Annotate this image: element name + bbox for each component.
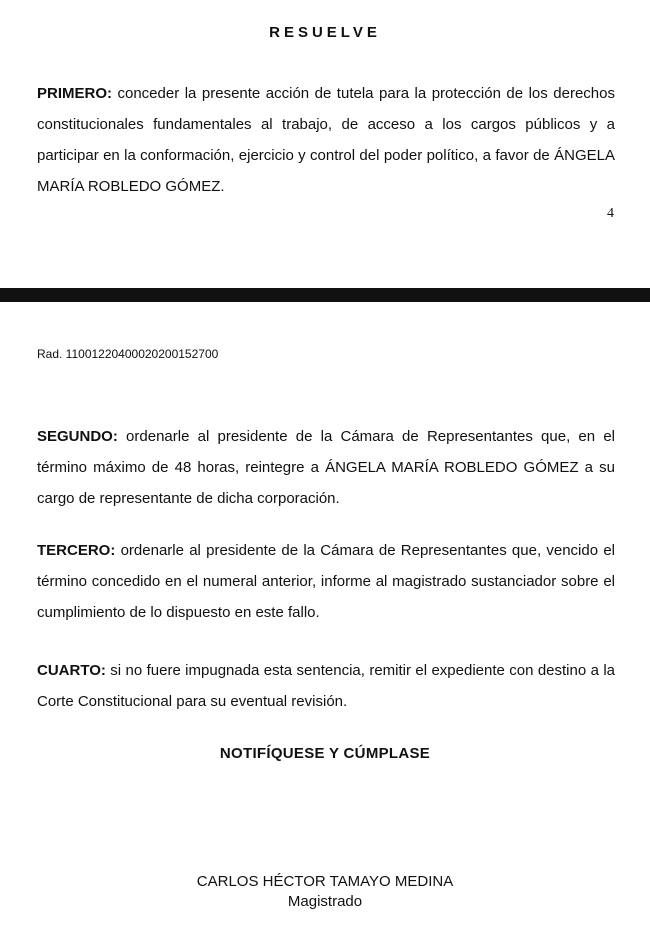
closing-formula: NOTIFÍQUESE Y CÚMPLASE: [219, 745, 431, 762]
resolution-heading: RESUELVE: [269, 24, 381, 41]
primero-paragraph: [37, 78, 615, 202]
tercero-label: TERCERO:: [37, 542, 116, 559]
page-number: 4: [607, 206, 614, 221]
segundo-label: SEGUNDO:: [37, 428, 118, 445]
cuarto-label: CUARTO:: [37, 662, 106, 679]
page-divider: [0, 288, 650, 302]
tercero-text: ordenarle al presidente de la Cámara de Representantes que, vencido el término concedido en el numeral anterior, informe al magistrado sustanciador sobre el cumplimiento de lo dispuesto en este fallo.: [37, 542, 615, 621]
segundo-text: ordenarle al presidente de la Cámara de Representantes que, en el término máximo de 48 horas, reintegre a ÁNGELA MARÍA ROBLEDO GÓMEZ a su cargo de representante de dicha corporación.: [37, 428, 615, 507]
tercero-paragraph: [37, 535, 615, 628]
cuarto-text: si no fuere impugnada esta sentencia, remitir el expediente con destino a la Corte Constitucional para su eventual revisión.: [37, 662, 615, 710]
radicado-number: Rad. 11001220400020200152700: [37, 347, 219, 361]
signatory-role: Magistrado: [287, 893, 363, 910]
cuarto-paragraph: [37, 655, 615, 717]
primero-label: PRIMERO:: [37, 85, 112, 102]
signatory-name: CARLOS HÉCTOR TAMAYO MEDINA: [196, 873, 454, 890]
primero-text: conceder la presente acción de tutela para la protección de los derechos constitucionales fundamentales al trabajo, de acceso a los cargos públicos y a participar en la conformación, ejercicio y control del poder político, a favor de ÁNGELA MARÍA ROBLEDO GÓMEZ.: [37, 85, 615, 195]
segundo-paragraph: [37, 421, 615, 514]
